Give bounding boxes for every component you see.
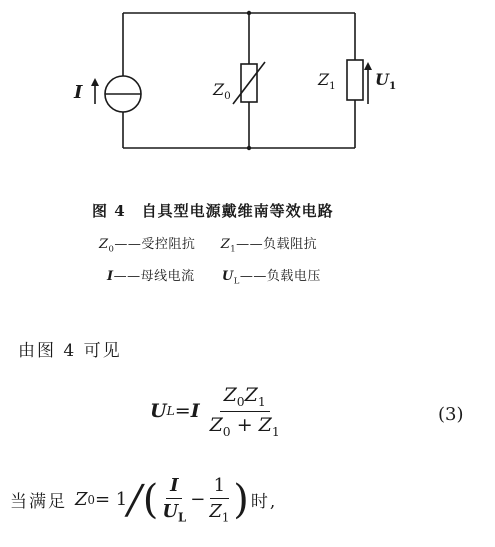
body-intro: 由图 4 可见 (18, 341, 122, 361)
z1-resistor (347, 60, 363, 100)
equation-3-number: (3) (438, 404, 464, 425)
z0-variable-arrow (233, 62, 265, 104)
z1-label: $Z_1$ (318, 70, 336, 93)
legend-row-2: I——母线电流 $U_L——$负载电压 (107, 269, 321, 286)
ul-label: $U_1$ (375, 70, 397, 93)
equation-3: U L = I $\frac{Z_0Z_1}{Z_0 + Z_1}$ (150, 384, 284, 439)
z0-label: $Z_0$ (213, 80, 231, 103)
source-current-label: I (74, 82, 83, 103)
condition-line: 当满足 Z 0 = 1 / ( $\frac{I}{U_L}$ − $\frac{1}{Z_1}$ ) 时, (10, 475, 278, 525)
figure-caption: 图 4 自具型电源戴维南等效电路 (92, 202, 334, 220)
legend-row-1: $Z_0——$受控阻抗 $Z_1——$负载阻抗 (99, 237, 318, 254)
equation-3-fraction: $\frac{Z_0Z_1}{Z_0 + Z_1}$ (209, 384, 280, 439)
